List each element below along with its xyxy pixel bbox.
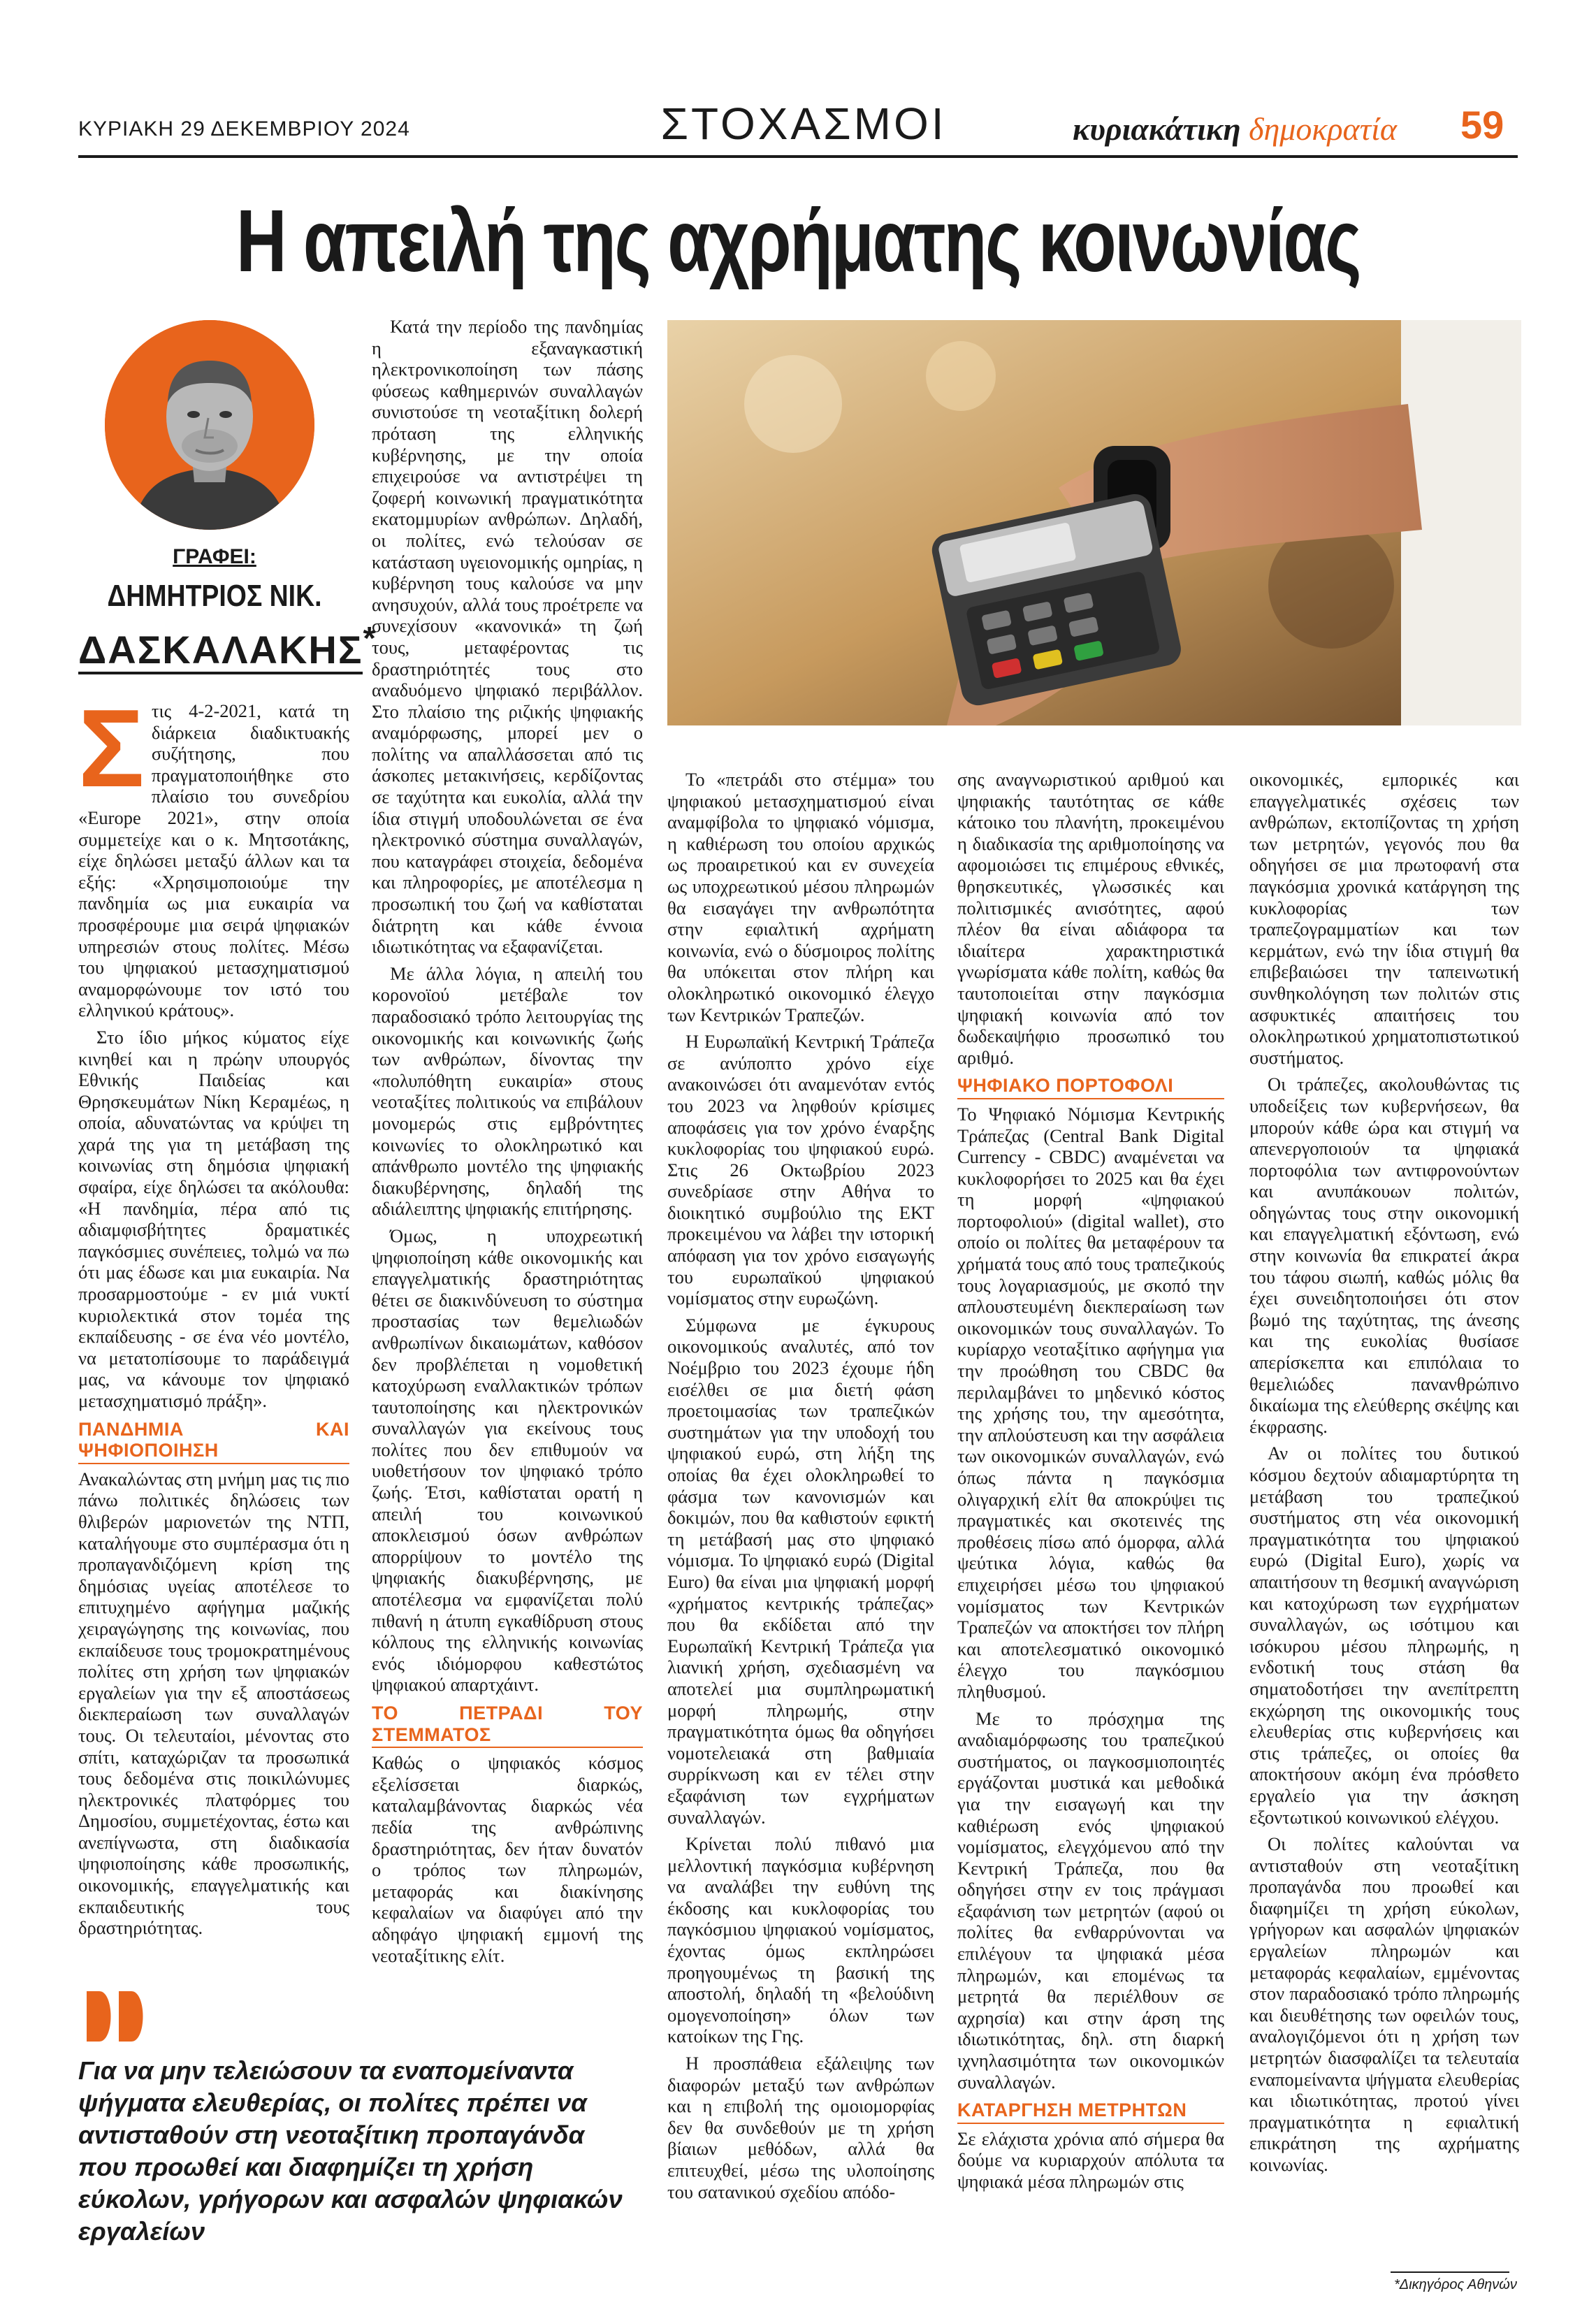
subheading-crown-jewel: ΤΟ ΠΕΤΡΑΔΙ ΤΟΥ ΣΤΕΜΜΑΤΟΣ [372,1703,643,1748]
article-headline: Η απειλή της αχρήματης κοινωνίας [235,192,1361,290]
article-paragraph: Σε ελάχιστα χρόνια από σήμερα θα δούμε να κυριαρχούν απόλυτα τα ψηφιακά μέσα πληρωμών στις [957,2127,1224,2192]
subheading-pandemic: ΠΑΝΔΗΜΙΑ ΚΑΙ ΨΗΦΙΟΠΟΙΗΣΗ [78,1419,349,1464]
article-column-5 [1249,769,1519,2181]
payment-terminal-illustration [667,320,1521,725]
subheading-digital-wallet: ΨΗΦΙΑΚΟ ΠΟΡΤΟΦΟΛΙ [957,1075,1224,1099]
article-paragraph: Οι τράπεζες, ακολουθώντας τις υποδείξεις των κυβερνήσεων, θα μπορούν κάθε ώρα και στιγμή να απενεργοποιούν τα ψηφιακά πορτοφόλια των αντιφρονούντων και ανυπάκουων πολιτών, οδηγώντας τους στην οικονομική και επαγγελματική εξόντωση, ενώ στην κοινωνία θα επικρατεί άκρα του τάφου σιωπή, καθώς μόλις θα έχει συνειδητοποιήσει ότι στον βωμό της ταχύτητας, της άνεσης και της ευκολίας θυσίασε απερίσκεπτα και επιπόλαια το θεμελιώδες πανανθρώπινο δικαίωμα της ελεύθερης σκέψης και έκφρασης. [1249,1074,1519,1437]
article-paragraph: Στο ίδιο μήκος κύματος είχε κινηθεί και η πρώην υπουργός Εθνικής Παιδείας και Θρησκευμάτων Νίκη Κεραμέως, η οποία, αδυνατώντας να κρύψει τη χαρά της για τη μετάβαση της κοινωνίας στη δημόσια ψηφιακή σφαίρα, είχε δηλώσει τα ακόλουθα: «Η πανδημία, πέρα από τις αδιαμφισβήτητες δραματικές παγκόσμιες συνέπειες, τολμώ να πω ότι μας έδωσε και μια ευκαιρία. Να προσαρμοστούμε - εν μιά νυκτί κυριολεκτικά στον τομέα της εκπαίδευσης - σε ένα νέο μοντέλο, να μετατοπίσουμε το παράδειγμά μας, να κάνουμε τον ψηφιακό μετασχηματισμό πράξη». [78,1026,349,1411]
author-footnote: *Δικηγόρος Αθηνών [1394,2277,1517,2292]
article-paragraph: Κρίνεται πολύ πιθανό μια μελλοντική παγκόσμια κυβέρνηση να αναλάβει την ευθύνη της έκδοσης και κυκλοφορίας του παγκόσμιου ψηφιακού νομίσματος, έχοντας όμως εκπληρώσει προηγουμένως τη βασική της αποστολή, δηλαδή τη «βελούδινη ομογενοποίηση» όλων των κατοίκων της Γης. [667,1833,934,2047]
article-paragraph: Με άλλα λόγια, η απειλή του κορονοϊού μετέβαλε τον παραδοσιακό τρόπο λειτουργίας της οικονομικής και κοινωνικής ζωής των ανθρώπων, δίνοντας την «πολυπόθητη ευκαιρία» στους νεοταξίτες πολιτικούς να επιβάλουν μονομερώς στις εμβρόντητες κοινωνίες το ολοκληρωτικό και απάνθρωπο μοντέλο της ψηφιακής διακυβέρνησης, δηλαδή της αδιάλειπτης ψηφιακής επιτήρησης. [372,962,643,1220]
article-paragraph: Με το πρόσχημα της αναδιαμόρφωσης του τραπεζικού συστήματος, οι παγκοσμιοποιητές εργάζονται μυστικά και μεθοδικά για την εισαγωγή και την καθιέρωση ενός ψηφιακού νομίσματος, ελεγχόμενου από την Κεντρική Τράπεζα, που θα οδηγήσει στην εν τοις πράγμασι εξαφάνιση των μετρητών (αφού οι πολίτες θα ενθαρρύνονται να επιλέγουν τα ψηφιακά μέσα πληρωμών, και επομένως τα μετρητά θα περιέλθουν σε αχρησία) και στην άρση της ιδιωτικότητας, δηλ. στη διαρκή ιχνηλασιμότητα των οικονομικών συναλλαγών. [957,1707,1224,2093]
article-paragraph: Η προσπάθεια εξάλειψης των διαφορών μεταξύ των ανθρώπων και η επιβολή της ομοιομορφίας δεν θα συνδεθούν με τη χρήση βίαιων μεθόδων, αλλά θα επιτευχθεί, μέσω της υλοποίησης του σατανικού σχεδίου απόδο- [667,2053,934,2202]
lead-paragraph-text: τις 4-2-2021, κατά τη διάρκεια διαδικτυακής συζήτησης, που πραγματοποιήθηκε στο πλαίσιο του συνεδρίου «Europe 2021», στην οποία συμμετείχε και ο κ. Μητσοτάκης, είχε δηλώσει μεταξύ άλλων και τα εξής: «Χρησιμοποιούμε την πανδημία ως μια ευκαιρία να προσφέρουμε μια σειρά ψηφιακών υπηρεσιών στους πολίτες. Μέσω του ψηφιακού μετασχηματισμού αναμορφώνουμε τον ιστό του ελληνικού κράτους». [78,700,349,1021]
article-paragraph: Όμως, η υποχρεωτική ψηφιοποίηση κάθε οικονομικής και επαγγελματικής δραστηριότητας θέτει σε διακινδύνευση το σύστημα προστασίας των θεμελιωδών ανθρωπίνων δικαιωμάτων, καθόσον δεν προβλέπεται η νομοθετική κατοχύρωση εναλλακτικών τρόπων ταυτοποίησης και ηλεκτρονικών συναλλαγών για εκείνους τους πολίτες που δεν επιθυμούν να υιοθετήσουν τον ψηφιακό τρόπο ζωής. Έτσι, καθίσταται ορατή η απειλή του κοινωνικού αποκλεισμού όσων ανθρώπων απορρίψουν το μοντέλο της ψηφιακής διακυβέρνησης, με αποτέλεσμα να εμφανίζεται πολύ πιθανή η άτυπη εγκαθίδρυση στους κόλπους της ελληνικής κοινωνίας ενός ιδιόμορφου καθεστώτος ψηφιακού απαρτχάιντ. [372,1224,643,1696]
newspaper-logo [1073,110,1397,147]
page-number: 59 [1460,103,1504,147]
footnote-rule [1391,2271,1509,2273]
author-photo [105,320,314,530]
article-paragraph: Σύμφωνα με έγκυρους οικονομικούς αναλυτές, από τον Νοέμβριο του 2023 έχουμε ήδη εισέλθει σε μια διετή φάση προετοιμασίας των τραπεζικών συστημάτων για την υποδοχή του ψηφιακού ευρώ, στη λήξη της οποίας θα έχει ολοκληρωθεί το φάσμα των κανονισμών και δοκιμών, που θα καθιστούν εφικτή τη μετάβασή μας στο ψηφιακό νόμισμα. Το ψηφιακό ευρώ (Digital Euro) θα είναι μια ψηφιακή μορφή «χρήματος κεντρικής τράπεζας» που θα εκδίδεται από την Ευρωπαϊκή Κεντρική Τράπεζα για λιανική χρήση, σχεδιασμένη να αποτελεί μια συμπληρωματική μορφή πληρωμής, στην πραγματικότητα όμως θα οδηγήσει νομοτελειακά στη βαθμιαία συρρίκνωση και εν τέλει στην εξαφάνιση των εγχρήματων συναλλαγών. [667,1314,934,1828]
article-column-2 [372,316,643,1972]
article-paragraph: οικονομικές, εμπορικές και επαγγελματικές σχέσεις των ανθρώπων, εκτοπίζοντας τη χρήση των μετρητών, γεγονός που θα οδηγήσει σε μια πρωτοφανή στα παγκόσμια χρονικά κατάργηση της κυκλοφορίας των τραπεζογραμματίων και των κερμάτων, ενώ την ίδια στιγμή θα επιβεβαιώσει την ταπεινωτική συνθηκολόγηση των πολιτών στις ασφυκτικές απαιτήσεις του ολοκληρωτικού χρηματοπιστωτικού συστήματος. [1249,769,1519,1068]
author-surname: ΔΑΣΚΑΛΑΚΗΣ [78,628,363,674]
article-paragraph: Η Ευρωπαϊκή Κεντρική Τράπεζα σε ανύποπτο χρόνο είχε ανακοινώσει ότι αναμενόταν εντός του 2023 να ληφθούν κρίσιμες αποφάσεις για τον χρόνο έναρξης κυκλοφορίας του ψηφιακού ευρώ. Στις 26 Οκτωβρίου 2023 συνεδρίασε στην Αθήνα το διοικητικό συμβούλιο της ΕΚΤ προκειμένου να λάβει την ιστορική απόφαση για τον χρόνο εισαγωγής του ευρωπαϊκού ψηφιακού νομίσματος στην ευρωζώνη. [667,1031,934,1309]
article-paragraph: σης αναγνωριστικού αριθμού και ψηφιακής ταυτότητας σε κάθε κάτοικο του πλανήτη, προκειμένου η διαδικασία της αριθμοποίησης να αφομοιώσει τις επιμέρους εθνικές, θρησκευτικές, γλωσσικές και πολιτισμικές ανισότητες, αφού πλέον θα είναι αδιάφορα τα ιδιαίτερα χαρακτηριστικά γνωρίσματα κάθε πολίτη, καθώς θα ταυτοποιείται στην παγκόσμια ψηφιακή κοινωνία από τον δωδεκαψήφιο προσωπικό του αριθμό. [957,769,1224,1068]
author-last-name [78,619,377,672]
author-portrait-icon [105,320,314,530]
issue-date: ΚΥΡΙΑΚΗ 29 ΔΕΚΕΜΒΡΙΟΥ 2024 [78,117,410,140]
author-label: ΓΡΑΦΕΙ: [173,545,256,568]
subheading-cash-abolition: ΚΑΤΑΡΓΗΣΗ ΜΕΤΡΗΤΩΝ [957,2100,1224,2124]
article-paragraph: Αν οι πολίτες του δυτικού κόσμου δεχτούν αδιαμαρτύρητα τη μετάβαση του τραπεζικού συστήματος στη νέα οικονομική πραγματικότητα του ψηφιακού ευρώ (Digital Euro), χωρίς να απαιτήσουν τη θεσμική αναγνώριση και κατοχύρωση των εγχρήματων συναλλαγών, ως ισότιμου και ισόκυρου μέσου πληρωμής, η ενδοτική τους στάση θα σηματοδοτήσει την ανεπίτρεπτη εκχώρηση της οικονομικής τους ελευθερίας στις κυβερνήσεις και στις τράπεζες, οι οποίες θα αποκτήσουν ακόμη ένα πρόσθετο εργαλείο για την άσκηση εξοντωτικού κοινωνικού ελέγχου. [1249,1443,1519,1828]
card-payment-photo [667,320,1521,725]
article-paragraph: Ανακαλώντας στη μνήμη μας τις πιο πάνω πολιτικές δηλώσεις των θλιβερών μαριονετών της ΝΤΠ, καταλήγουμε στο συμπέρασμα ότι η προπαγανδιζόμενη κρίση της δημόσιας υγείας αποτέλεσε το επιτυχημένο αφήγημα μαζικής χειραγώγησης της κοινωνίας, που εκπαίδευσε τους τρομοκρατημένους πολίτες στη χρήση των ψηφιακών εργαλείων για την εξ αποστάσεως διεκπεραίωση των συναλλαγών τους. Οι τελευταίοι, μένοντας στο σπίτι, καταχώριζαν τα προσωπικά τους δεδομένα στις ποικιλώνυμες ηλεκτρονικές πλατφόρμες του Δημοσίου, συμμετέχοντας, έστω και ανεπίγνωστα, στη διαδικασία ψηφιοποίησης κάθε προσωπικής, οικονομικής, επαγγελματικής και εκπαιδευτικής τους δραστηριότητας. [78,1468,349,1939]
pull-quote: Για να μην τελειώσουν τα εναπομείναντα ψήγματα ελευθερίας, οι πολίτες πρέπει να αντισταθούν στη νεοταξίτικη προπαγάνδα που προωθεί και διαφημίζει τη χρήση εύκολων, γρήγορων και ασφαλών ψηφιακών εργαλείων [78,2056,623,2246]
author-first-name: ΔΗΜΗΤΡΙΟΣ ΝΙΚ. [107,579,322,613]
article-column-4 [957,769,1224,2198]
drop-cap: Σ [78,687,145,810]
newspaper-name-1: κυριακάτικη [1073,111,1241,147]
author-footnote-mark: * [363,620,377,656]
header-rule [78,155,1518,158]
article-paragraph: Το «πετράδι στο στέμμα» του ψηφιακού μετασχηματισμού είναι αναμφίβολα το ψηφιακό νόμισμα, η καθιέρωση του οποίου αρχικώς ως προαιρετικού και εν συνεχεία ως υποχρεωτικού μέσου πληρωμών θα εισαγάγει την ανθρωπότητα στην εφιαλτική αχρήματη κοινωνία, ενώ ο δύσμοιρος πολίτης θα υπόκειται στον πλήρη και ολοκληρωτικό οικονομικό έλεγχο των Κεντρικών Τραπεζών. [667,769,934,1025]
section-title: ΣΤΟΧΑΣΜΟΙ [660,99,947,149]
article-column-3 [667,769,934,2208]
newspaper-name-2: δημοκρατία [1249,111,1398,147]
article-paragraph: Οι πολίτες καλούνται να αντισταθούν στη νεοταξίτικη προπαγάνδα που προωθεί και διαφημίζει τη χρήση εύκολων, γρήγορων και ασφαλών ψηφιακών εργαλείων πληρωμών και μεταφοράς κεφαλαίων, εμμένοντας στον παραδοσιακό τρόπο πληρωμής και διευθέτησης των οφειλών τους, αναλογιζόμενοι ότι η χρήση των μετρητών διασφαλίζει τα τελευταία εναπομείναντα ψήγματα ελευθερίας και ιδιωτικότητας, προτού γίνει πραγματικότητα η εφιαλτική επικράτηση της αχρήματης κοινωνίας. [1249,1833,1519,2175]
article-paragraph: Κατά την περίοδο της πανδημίας η εξαναγκαστική ηλεκτρονικοποίηση των πάσης φύσεως καθημερινών συναλλαγών συνιστούσε τη νεοταξίτικη δολερή πρόταση της ελληνικής κυβέρνησης, με την οποία επιχειρούσε να αντιστρέψει τη ζοφερή κοινωνική πραγματικότητα εκατομμυρίων ανθρώπων. Δηλαδή, οι πολίτες, ενώ τελούσαν σε κατάσταση υγειονομικής ομηρίας, η κυβέρνηση τους καλούσε να μην ανησυχούν, αλλά τους προέτρεπε να συνεχίσουν «κανονικά» τη ζωή τους, μεταφέροντας τις δραστηριότητές τους στο αναδυόμενο ψηφιακό περιβάλλον. Στο πλαίσιο της ριζικής ψηφιακής αναμόρφωσης, μπορεί μεν ο πολίτης να απαλλάσσεται από τις άσκοπες μετακινήσεις, κερδίζοντας σε ταχύτητα και ευκολία, αλλά την ίδια στιγμή υποδουλώνεται σε ένα ηλεκτρονικό σύστημα συναλλαγών, που καταγράφει στοιχεία, δεδομένα και πληροφορίες, με αποτέλεσμα η προσωπική του ζωή να καθίσταται διάτρητη και κάθε έννοια ιδιωτικότητας να εξαφανίζεται. [372,316,643,958]
quote-mark-icon [84,1988,151,2044]
article-paragraph: Καθώς ο ψηφιακός κόσμος εξελίσσεται διαρκώς, καταλαμβάνοντας διαρκώς νέα πεδία της ανθρώπινης δραστηριότητας, δεν ήταν δυνατόν ο τρόπος των πληρωμών, μεταφοράς και διακίνησης κεφαλαίων να διαφύγει από την αδηφάγο ψηφιακή εμμονή της νεοταξίτικης ελίτ. [372,1752,643,1966]
article-paragraph: Το Ψηφιακό Νόμισμα Κεντρικής Τράπεζας (Central Bank Digital Currency - CBDC) αναμένεται να κυκλοφορήσει το 2025 και θα έχει τη μορφή «ψηφιακού πορτοφολιού» (digital wallet), στο οποίο οι πολίτες θα μεταφέρουν τα χρήματά τους από τους τραπεζικούς τους λογαριασμούς, με σκοπό την απλουστευμένη διεκπεραίωση των οικονομικών τους συναλλαγών. Το κυρίαρχο νεοταξίτικο αφήγημα για την προώθηση του CBDC θα περιλαμβάνει το μηδενικό κόστος της χρήσης του, την αμεσότητα, την απλούστευση και την ασφάλεια των οικονομικών συναλλαγών, ενώ όπως πάντα η παγκόσμια ολιγαρχική ελίτ θα αποκρύψει τις πραγματικές και σκοτεινές της προθέσεις πίσω από όμορφα, αλλά ψεύτικα λόγια, καθώς θα επιχειρήσει μέσω του ψηφιακού νομίσματος των Κεντρικών Τραπεζών να αποκτήσει τον πλήρη και αποτελεσματικό οικονομικό έλεγχο του παγκόσμιου πληθυσμού. [957,1103,1224,1702]
article-column-1 [78,687,349,1944]
article-paragraph [78,687,349,1021]
